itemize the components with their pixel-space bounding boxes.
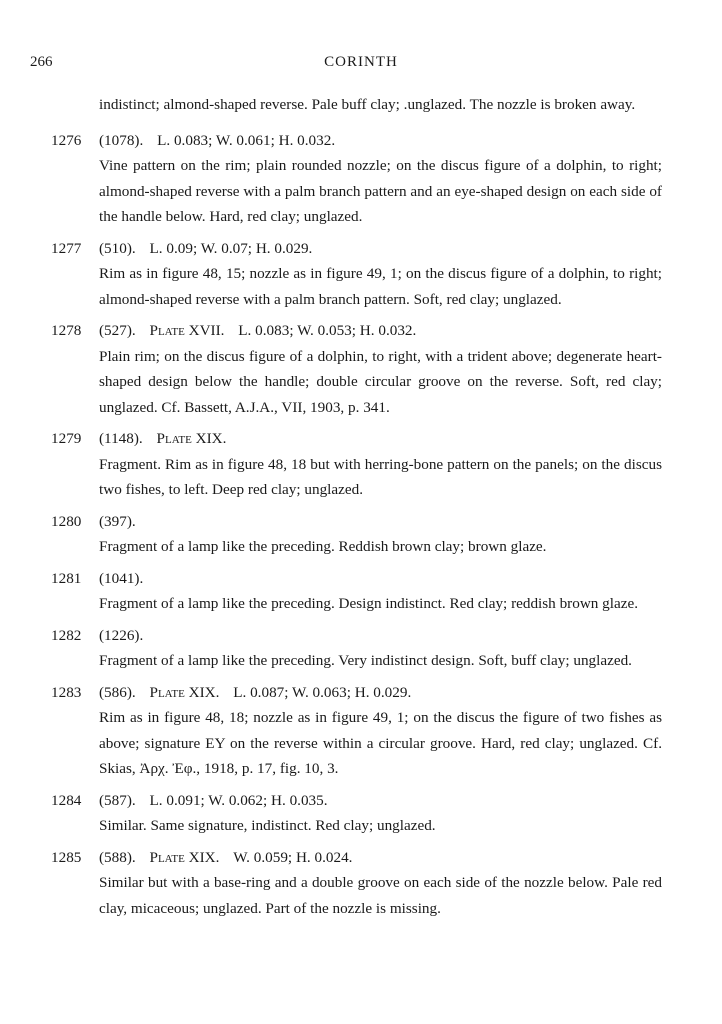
inventory-number: (527). — [99, 322, 136, 339]
entry-number: 1284 — [51, 791, 82, 809]
entry-number: 1280 — [51, 512, 82, 530]
measurements: L. 0.083; W. 0.061; H. 0.032. — [157, 131, 336, 149]
entry-heading — [99, 426, 662, 452]
entry-number: 1281 — [51, 569, 82, 587]
continuation-paragraph — [0, 92, 722, 118]
catalogue-entry — [0, 128, 722, 230]
plate-reference: Plate XIX. — [156, 430, 227, 447]
entry-number: 1279 — [51, 430, 82, 447]
entry-number: 1283 — [51, 683, 82, 701]
inventory-number: (586). — [99, 683, 136, 701]
measurements: L. 0.09; W. 0.07; H. 0.029. — [149, 239, 313, 257]
catalogue-entries — [0, 128, 722, 922]
inventory-number: (397). — [99, 512, 136, 530]
entry-description: Fragment of a lamp like the preceding. Very indistinct design. Soft, buff clay; unglazed. — [99, 652, 632, 669]
entry-description: Rim as in figure 48, 18; nozzle as in figure 49, 1; on the discus the figure of two fishes as above; signature EY on the reverse within a circular groove. Hard, red clay; unglazed. Cf. Skias, Ἀρχ. Ἐφ., 1918, p. 17, fig. 10, 3. — [99, 709, 662, 777]
plate-reference: Plate XIX. — [149, 848, 220, 866]
measurements: L. 0.087; W. 0.063; H. 0.029. — [233, 683, 412, 701]
catalogue-text — [0, 92, 722, 927]
inventory-number: (588). — [99, 848, 136, 866]
plate-reference: Plate XIX. — [149, 683, 220, 701]
measurements: W. 0.059; H. 0.024. — [233, 848, 353, 866]
entry-number: 1276 — [51, 131, 82, 149]
entry-number: 1285 — [51, 848, 82, 866]
page-header — [0, 54, 722, 76]
entry-description: Similar. Same signature, indistinct. Red clay; unglazed. — [99, 817, 436, 834]
inventory-number: (1148). — [99, 430, 143, 447]
entry-heading — [99, 623, 662, 649]
entry-heading — [99, 680, 662, 706]
catalogue-entry — [0, 509, 722, 560]
catalogue-entry — [0, 845, 722, 922]
catalogue-entry — [0, 566, 722, 617]
running-title: CORINTH — [324, 54, 398, 70]
entry-description: Vine pattern on the rim; plain rounded nozzle; on the discus figure of a dolphin, to right; almond-shaped reverse with a palm branch pattern and an eye-shaped design on each side of the handle below. Hard, red clay; unglazed. — [99, 157, 662, 225]
inventory-number: (1226). — [99, 626, 144, 644]
entry-number: 1277 — [51, 239, 82, 257]
entry-description: Fragment of a lamp like the preceding. Reddish brown clay; brown glaze. — [99, 538, 547, 555]
entry-heading — [99, 236, 662, 262]
entry-heading — [99, 788, 662, 814]
entry-heading — [99, 509, 662, 535]
entry-heading — [99, 318, 662, 344]
entry-description: Rim as in figure 48, 15; nozzle as in figure 49, 1; on the discus figure of a dolphin, to right; almond-shaped reverse with a palm branch pattern. Soft, red clay; unglazed. — [99, 265, 662, 308]
catalogue-entry — [0, 318, 722, 420]
catalogue-entry — [0, 680, 722, 782]
catalogue-entry — [0, 236, 722, 313]
entry-description: Fragment. Rim as in figure 48, 18 but with herring-bone pattern on the panels; on the discus two fishes, to left. Deep red clay; unglazed. — [99, 455, 662, 498]
plate-reference: Plate XVII. — [149, 322, 225, 339]
entry-heading — [99, 566, 662, 592]
entry-description: Similar but with a base-ring and a double groove on each side of the nozzle below. Pale red clay, micaceous; unglazed. Part of the nozzle is missing. — [99, 874, 662, 917]
inventory-number: (1078). — [99, 131, 144, 149]
page-number: 266 — [30, 54, 53, 70]
inventory-number: (587). — [99, 791, 136, 809]
entry-number: 1282 — [51, 626, 82, 644]
entry-description: Fragment of a lamp like the preceding. Design indistinct. Red clay; reddish brown glaze. — [99, 595, 639, 612]
entry-number: 1278 — [51, 322, 82, 339]
entry-description: indistinct; almond-shaped reverse. Pale buff clay; .unglazed. The nozzle is broken away. — [99, 96, 636, 113]
measurements: L. 0.091; W. 0.062; H. 0.035. — [149, 791, 328, 809]
entry-heading — [99, 128, 662, 154]
inventory-number: (510). — [99, 239, 136, 257]
entry-heading — [99, 845, 662, 871]
catalogue-entry — [0, 426, 722, 503]
measurements: L. 0.083; W. 0.053; H. 0.032. — [238, 322, 417, 339]
catalogue-entry — [0, 623, 722, 674]
catalogue-entry — [0, 788, 722, 839]
entry-description: Plain rim; on the discus figure of a dolphin, to right, with a trident above; degenerate heart-shaped design below the handle; double circular groove on the reverse. Soft, red clay; unglazed. Cf. Bassett, A.J.A., VII, 1903, p. 341. — [99, 347, 662, 416]
inventory-number: (1041). — [99, 569, 144, 587]
